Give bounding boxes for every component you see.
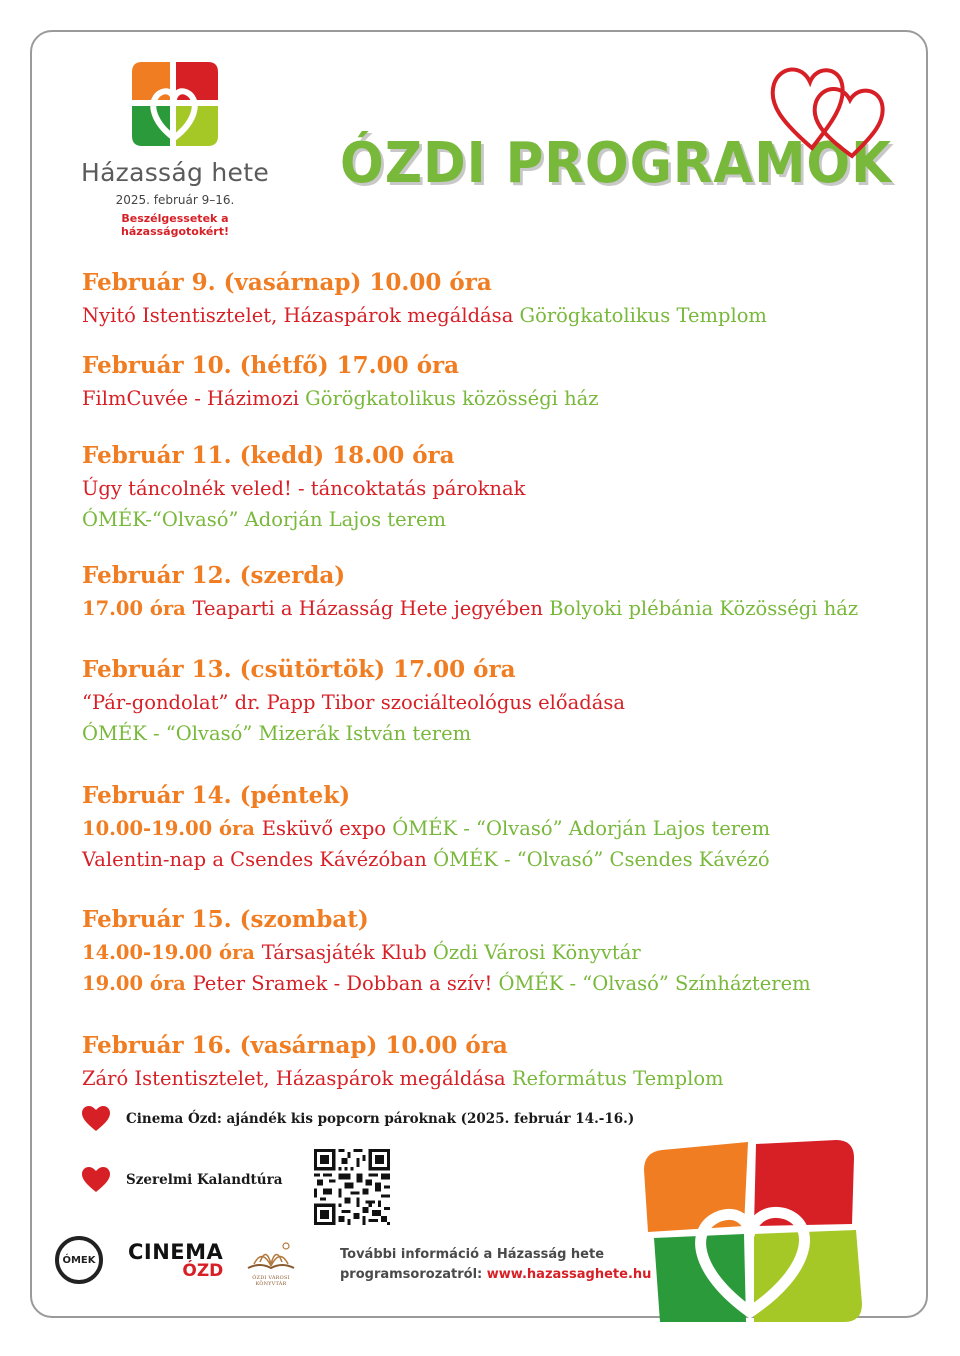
program-line	[82, 688, 902, 719]
program-day-heading: Február 16. (vasárnap) 10.00 óra	[82, 1032, 508, 1059]
extra-kalandtura	[82, 1165, 282, 1195]
program-line	[82, 505, 902, 536]
heart-icon	[82, 1167, 110, 1193]
program-place: ÓMÉK - “Olvasó” Csendes Kávézó	[433, 847, 770, 871]
cinema-logo-bottom: ÓZD	[182, 1261, 224, 1281]
program-event: Nyitó Istentisztelet, Házaspárok megáldása	[82, 304, 520, 327]
program-place: ÓMÉK - “Olvasó” Színházterem	[498, 971, 811, 995]
logo-mark-large-icon	[640, 1140, 872, 1322]
footer-info	[340, 1245, 651, 1285]
program-event: Peter Sramek - Dobban a szív!	[192, 971, 499, 995]
program-event: FilmCuvée - Házimozi	[82, 387, 306, 410]
hazassag-hete-logo	[70, 60, 280, 238]
program-day-2	[82, 352, 902, 415]
library-logo-text: ÓZDI VÁROSI KÖNYVTÁR	[252, 1275, 290, 1287]
program-time: 10.00-19.00 óra	[82, 817, 262, 840]
program-line	[82, 474, 902, 505]
program-day-3	[82, 442, 902, 535]
program-day-8	[82, 1032, 902, 1095]
program-day-heading: Február 9. (vasárnap) 10.00 óra	[82, 269, 492, 296]
program-place: Görögkatolikus közösségi ház	[305, 387, 599, 410]
program-event: Záró Istentisztelet, Házaspárok megáldása	[82, 1067, 512, 1090]
logo-date: 2025. február 9–16.	[115, 193, 235, 207]
footer-info-line1: További információ a Házasság hete	[340, 1247, 605, 1262]
library-logo	[240, 1238, 302, 1286]
program-event: Teaparti a Házasság Hete jegyében	[192, 597, 550, 620]
footer-info-text: programsorozatról:	[340, 1267, 487, 1282]
program-day-6	[82, 782, 902, 875]
logo-title: Házasság hete	[80, 158, 270, 187]
program-line	[82, 814, 902, 845]
program-day-heading: Február 12. (szerda)	[82, 562, 346, 589]
program-line	[82, 969, 902, 1000]
program-day-heading: Február 15. (szombat)	[82, 906, 369, 933]
program-line	[82, 938, 902, 969]
footer-info-line2	[340, 1265, 651, 1285]
program-place: Református Templom	[511, 1067, 724, 1090]
program-day-1	[82, 269, 902, 332]
program-place: Bolyoki plébánia Közösségi ház	[549, 597, 859, 620]
program-day-5	[82, 656, 902, 749]
program-place: ÓMÉK-“Olvasó” Adorján Lajos terem	[82, 507, 447, 531]
program-day-heading: Február 11. (kedd) 18.00 óra	[82, 442, 455, 469]
omek-logo: ÓMEK	[55, 1236, 103, 1284]
program-place: Ózdi Városi Könyvtár	[432, 941, 641, 964]
program-day-heading: Február 13. (csütörtök) 17.00 óra	[82, 656, 516, 683]
program-place: ÓMÉK - “Olvasó” Mizerák István terem	[82, 721, 472, 745]
program-place: Görögkatolikus Templom	[519, 304, 767, 327]
program-event: Úgy táncolnék veled! - táncoktatás pároknak	[82, 477, 526, 500]
program-event: Valentin-nap a Csendes Kávézóban	[82, 847, 434, 871]
program-day-heading: Február 10. (hétfő) 17.00 óra	[82, 352, 460, 379]
program-day-4	[82, 562, 902, 625]
program-place: ÓMÉK - “Olvasó” Adorján Lajos terem	[392, 817, 771, 840]
program-day-heading: Február 14. (péntek)	[82, 782, 351, 809]
book-icon	[240, 1238, 302, 1274]
qr-code[interactable]	[314, 1149, 390, 1225]
program-event: Társasjáték Klub	[261, 941, 433, 964]
program-event: “Pár-gondolat” dr. Papp Tibor szociálteológus előadása	[82, 691, 625, 714]
cinema-ozd-logo	[128, 1240, 224, 1281]
logo-mark-icon	[130, 60, 220, 150]
page-title: ÓZDI PROGRAMOK	[340, 131, 892, 196]
program-line	[82, 719, 902, 750]
program-time: 19.00 óra	[82, 971, 193, 995]
program-time: 17.00 óra	[82, 597, 193, 620]
website-link[interactable]: www.hazassaghete.hu	[486, 1267, 652, 1282]
program-line	[82, 845, 902, 876]
program-time: 14.00-19.00 óra	[82, 941, 262, 964]
program-day-7	[82, 906, 902, 999]
cinema-logo-top: CINEMA	[128, 1240, 224, 1264]
program-line	[82, 301, 902, 332]
extra-popcorn	[82, 1104, 634, 1134]
extra-text: Cinema Ózd: ajándék kis popcorn pároknak (2025. február 14.-16.)	[126, 1111, 635, 1127]
program-event: Esküvő expo	[261, 817, 393, 840]
program-line	[82, 1064, 902, 1095]
program-line	[82, 384, 902, 415]
heart-icon	[82, 1106, 110, 1132]
program-line	[82, 594, 902, 625]
extra-text: Szerelmi Kalandtúra	[126, 1172, 283, 1188]
double-heart-icon	[764, 60, 894, 160]
logo-tagline: Beszélgessetek a házasságotokért!	[120, 212, 230, 238]
